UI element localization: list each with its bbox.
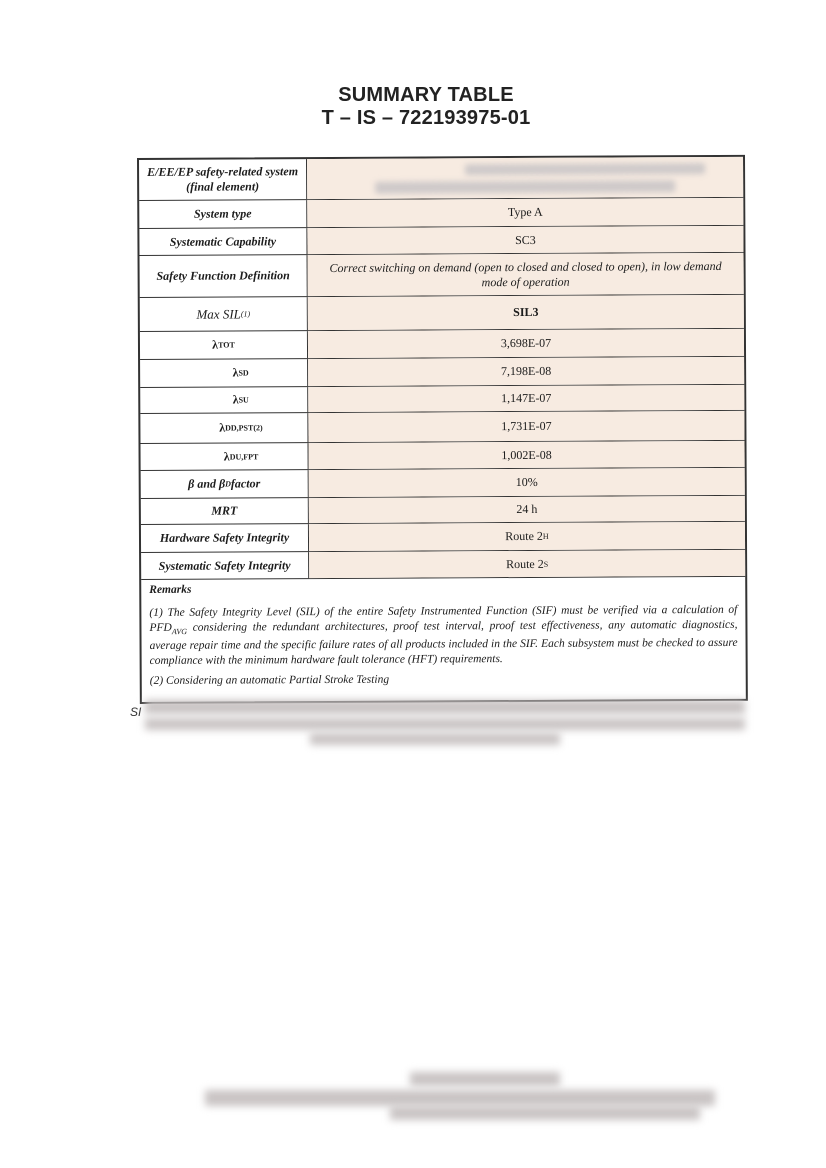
remark-2: (2) Considering an automatic Partial Stroke Testing: [149, 673, 390, 688]
table-row: [141, 496, 745, 525]
row-value-hardware-integrity: Route 2 H: [309, 522, 745, 551]
table-row: [141, 522, 745, 553]
row-label-lambda-dd-pst: λ DD,PST (2): [140, 413, 308, 443]
row-value-safety-function: Correct switching on demand (open to closed and closed to open), in low demand mode of operation: [308, 253, 744, 296]
remarks-title: Remarks: [149, 583, 192, 596]
row-label-lambda-sd: λ SD: [140, 359, 308, 387]
footer-text-prefix: SI: [130, 705, 142, 719]
table-row: [140, 357, 744, 388]
row-value-systematic-capability: SC3: [307, 226, 743, 254]
row-value-lambda-tot: 3,698E-07: [308, 329, 744, 358]
row-label-lambda-tot: λ TOT: [140, 331, 308, 359]
table-row: [140, 385, 744, 414]
row-label-mrt: MRT: [141, 498, 309, 524]
row-label-safety-function: Safety Function Definition: [140, 255, 308, 297]
table-row: [139, 157, 743, 201]
row-value-mrt: 24 h: [309, 496, 745, 523]
remarks-section: [141, 577, 746, 702]
row-value-systematic-integrity: Route 2 S: [309, 550, 745, 578]
document-title: SUMMARY TABLE: [338, 84, 514, 106]
redacted-signature-line-1: [410, 1072, 560, 1086]
row-label-system-type: System type: [139, 200, 307, 228]
row-label-max-sil: Max SIL (1): [140, 297, 308, 331]
table-row: [140, 253, 744, 298]
row-value-max-sil: SIL3: [308, 295, 744, 330]
table-row: [140, 329, 744, 360]
redacted-footer-line-1: [145, 700, 745, 714]
row-value-system-redacted: [307, 157, 743, 199]
table-row: [141, 550, 745, 580]
row-value-lambda-sd: 7,198E-08: [308, 357, 744, 386]
row-label-lambda-du-fpt: λ DU,FPT: [140, 443, 308, 470]
remark-1: (1) The Safety Integrity Level (SIL) of the entire Safety Instrumented Function (SIF) must be verified via a calculation of $PFD_{AVG}$ considering the redundant architectures, proof test interval, proof test effectiveness, any automatic diagnostics, average repair time and the specific failure rates of all products included in the SIF. Each subsystem must be checked to assure compliance with the minimum hardware fault tolerance (HFT) requirements.: [149, 603, 738, 668]
row-value-lambda-su: 1,147E-07: [308, 385, 744, 412]
row-value-lambda-du-fpt: 1,002E-08: [308, 441, 744, 469]
row-label-hardware-integrity: Hardware Safety Integrity: [141, 524, 309, 552]
redacted-footer-line-2: [145, 718, 745, 730]
table-row: [139, 198, 743, 229]
table-row: [140, 411, 744, 444]
summary-table: [137, 155, 748, 704]
table-row: [140, 295, 744, 332]
row-label-beta-factor: β and β D factor: [141, 470, 309, 498]
table-row: [139, 226, 743, 256]
table-row: [141, 468, 745, 499]
row-label-lambda-su: λ SU: [140, 387, 308, 413]
row-value-system-type: Type A: [307, 198, 743, 227]
table-row: [140, 441, 744, 471]
row-label-systematic-capability: Systematic Capability: [139, 228, 307, 255]
row-label-system: E/EE/EP safety-related system (final element): [139, 159, 307, 200]
document-reference: T – IS – 722193975-01: [321, 107, 531, 129]
row-value-beta-factor: 10%: [309, 468, 745, 497]
redacted-signature-line-3: [390, 1106, 700, 1120]
redacted-signature-line-2: [205, 1090, 715, 1106]
redacted-footer-line-3: [310, 733, 560, 745]
row-label-systematic-integrity: Systematic Safety Integrity: [141, 552, 309, 579]
row-value-lambda-dd-pst: 1,731E-07: [308, 411, 744, 442]
